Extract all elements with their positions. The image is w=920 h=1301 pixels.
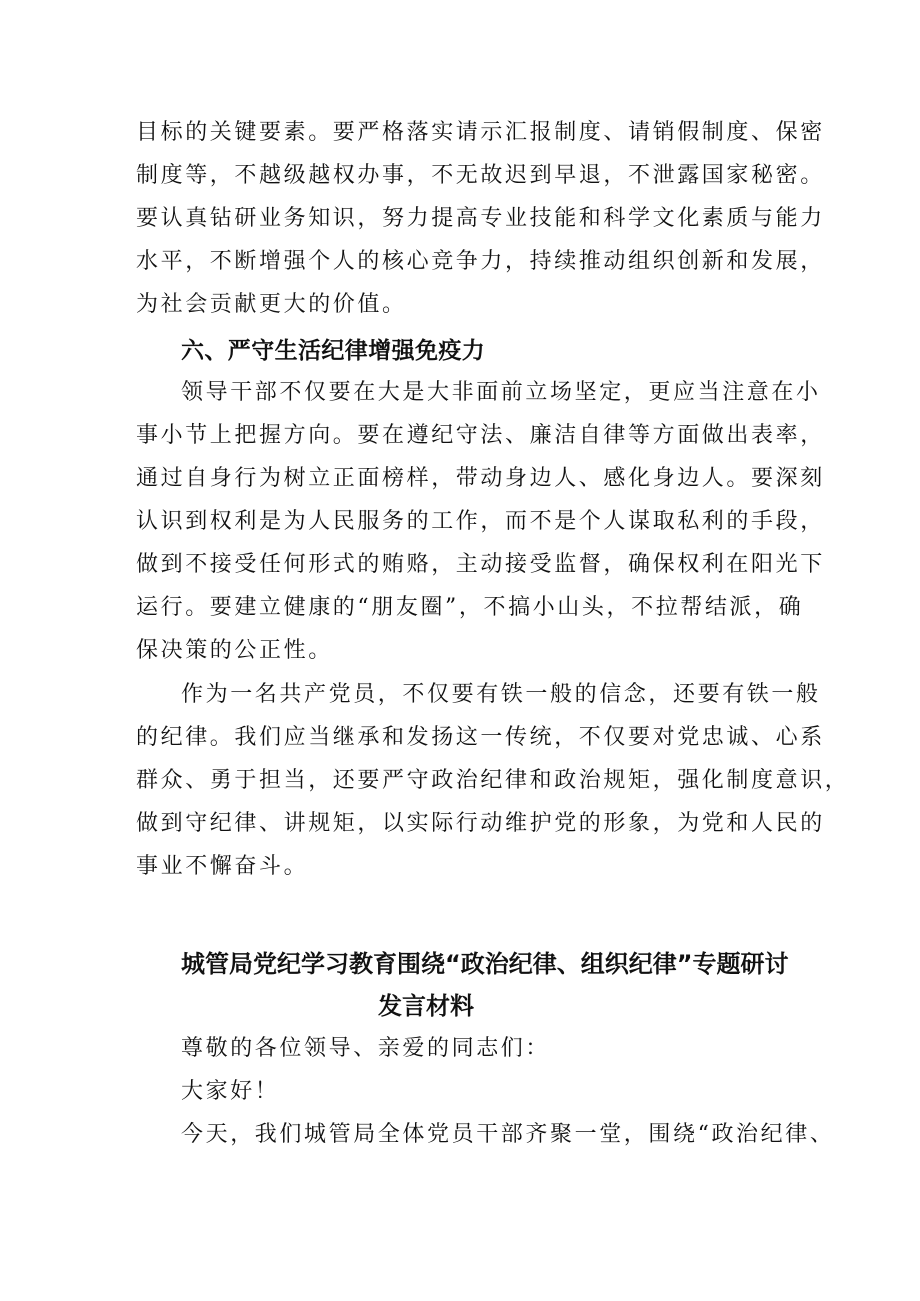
paragraph-line: 制度等，不越级越权办事，不无故迟到早退，不泄露国家秘密。 [136,163,825,188]
paragraph-line: 做到守纪律、讲规矩，以实际行动维护党的形象，为党和人民的 [136,811,825,836]
paragraph-line: 今天，我们城管局全体党员干部齐聚一堂，围绕“政治纪律、 [181,1122,835,1147]
paragraph-line: 为社会贡献更大的价值。 [136,292,407,317]
paragraph-line: 要认真钻研业务知识，努力提高专业技能和科学文化素质与能力 [136,206,825,231]
paragraph-line: 作为一名共产党员，不仅要有铁一般的信念，还要有铁一般 [181,682,821,707]
paragraph-line: 事业不懈奋斗。 [136,854,309,879]
document-title-continued: 发言材料 [378,992,474,1020]
paragraph-line: 群众、勇于担当，还要严守政治纪律和政治规矩，强化制度意识， [136,768,850,793]
paragraph-line: 认识到权利是为人民服务的工作，而不是个人谋取私利的手段， [136,509,825,534]
paragraph-line: 运行。要建立健康的“朋友圈”，不搞小山头，不拉帮结派，确 [136,595,804,620]
paragraph-line: 水平，不断增强个人的核心竞争力，持续推动组织创新和发展， [136,249,825,274]
paragraph-line: 事小节上把握方向。要在遵纪守法、廉洁自律等方面做出表率， [136,423,825,448]
paragraph-line: 领导干部不仅要在大是大非面前立场坚定，更应当注意在小 [181,380,821,405]
paragraph-line: 目标的关键要素。要严格落实请示汇报制度、请销假制度、保密 [136,120,825,145]
section-heading: 六、严守生活纪律增强免疫力 [181,338,486,364]
paragraph-line: 通过自身行为树立正面榜样，带动身边人、感化身边人。要深刻 [136,466,825,491]
salutation: 尊敬的各位领导、亲爱的同志们： [181,1036,551,1061]
paragraph-line: 保决策的公正性。 [136,638,333,663]
paragraph-line: 做到不接受任何形式的贿赂，主动接受监督，确保权利在阳光下 [136,552,825,577]
greeting: 大家好！ [181,1079,280,1104]
document-title: 城管局党纪学习教育围绕“政治纪律、组织纪律”专题研讨 [181,950,789,978]
paragraph-line: 的纪律。我们应当继承和发扬这一传统，不仅要对党忠诚、心系 [136,725,825,750]
